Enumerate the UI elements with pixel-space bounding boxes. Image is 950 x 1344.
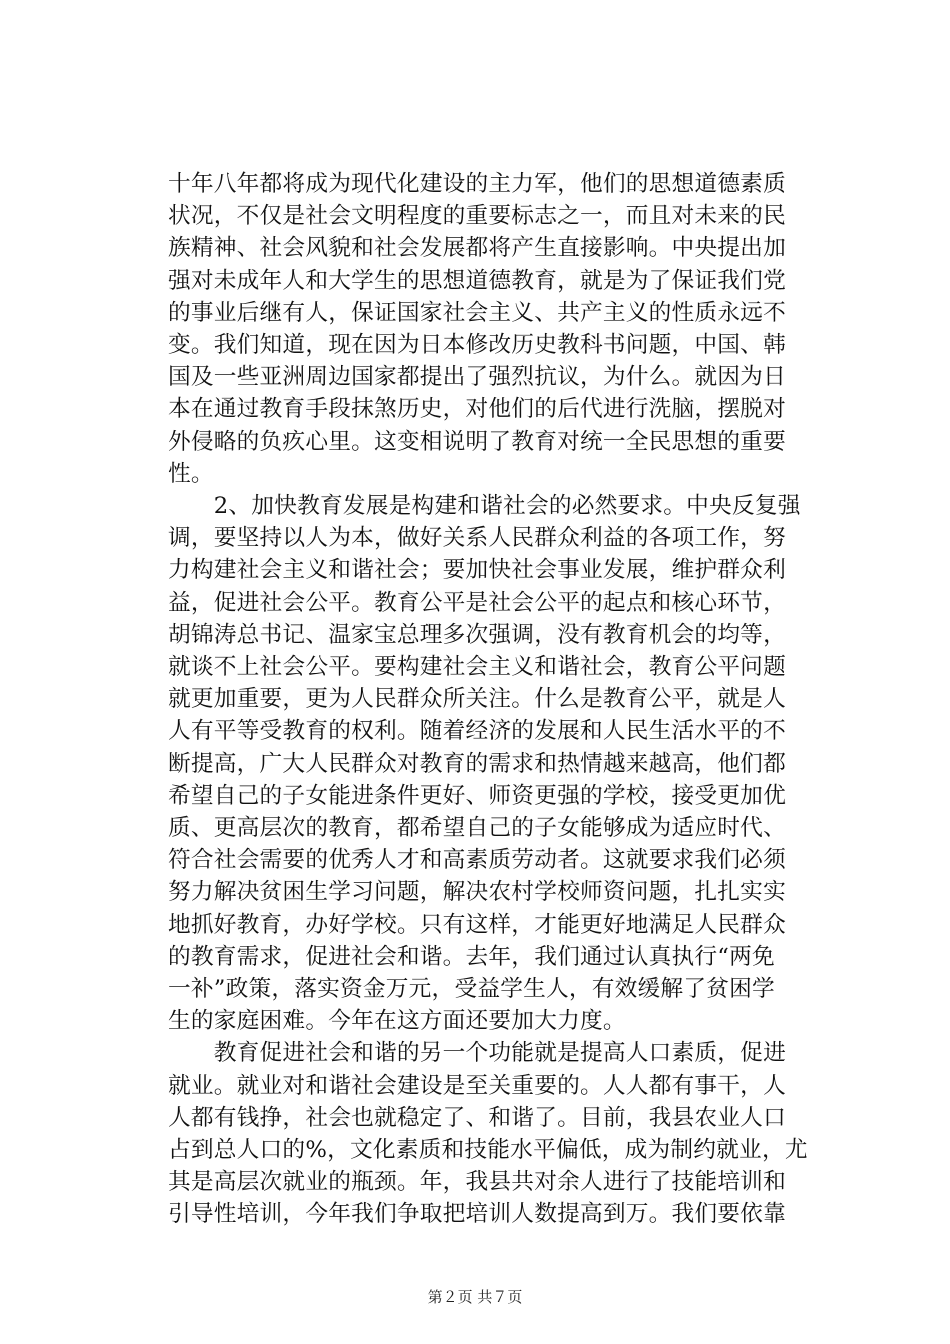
text-line: 调，要坚持以人为本，做好关系人民群众利益的各项工作，努 bbox=[168, 525, 786, 552]
page-footer: 第２页 共７页 bbox=[427, 1288, 523, 1306]
text-line: 质、更高层次的教育，都希望自己的子女能够成为适应时代、 bbox=[168, 815, 786, 841]
text-line: 强对未成年人和大学生的思想道德教育，就是为了保证我们党 bbox=[168, 267, 786, 294]
text-line: 教育促进社会和谐的另一个功能就是提高人口素质，促进 bbox=[168, 1040, 786, 1067]
text-line: 就更加重要，更为人民群众所关注。什么是教育公平，就是人 bbox=[168, 686, 786, 713]
text-line: 符合社会需要的优秀人才和高素质劳动者。这就要求我们必须 bbox=[168, 847, 786, 874]
text-line: 性。 bbox=[168, 460, 214, 487]
text-line: 就谈不上社会公平。要构建社会主义和谐社会，教育公平问题 bbox=[168, 654, 786, 680]
text-line: 益，促进社会公平。教育公平是社会公平的起点和核心环节， bbox=[168, 589, 786, 616]
text-line: 地抓好教育，办好学校。只有这样，才能更好地满足人民群众 bbox=[168, 911, 786, 938]
text-line: 其是高层次就业的瓶颈。年，我县共对余人进行了技能培训和 bbox=[168, 1169, 786, 1196]
text-line: 2、加快教育发展是构建和谐社会的必然要求。中央反复强 bbox=[168, 493, 801, 519]
text-line: 人都有钱挣，社会也就稳定了、和谐了。目前，我县农业人口 bbox=[168, 1104, 786, 1131]
text-line: 希望自己的子女能进条件更好、师资更强的学校，接受更加优 bbox=[168, 782, 786, 809]
text-line: 引导性培训，今年我们争取把培训人数提高到万。我们要依靠 bbox=[168, 1201, 786, 1228]
text-line: 的教育需求，促进社会和谐。去年，我们通过认真执行“两免 bbox=[168, 943, 775, 970]
text-line: 胡锦涛总书记、温家宝总理多次强调，没有教育机会的均等， bbox=[168, 621, 786, 648]
text-line: 本在通过教育手段抹煞历史，对他们的后代进行洗脑，摆脱对 bbox=[168, 396, 786, 423]
text-line: 状况，不仅是社会文明程度的重要标志之一，而且对未来的民 bbox=[168, 203, 786, 230]
text-line: 努力解决贫困生学习问题，解决农村学校师资问题，扎扎实实 bbox=[168, 879, 786, 906]
text-line: 力构建社会主义和谐社会；要加快社会事业发展，维护群众利 bbox=[168, 557, 786, 584]
text-line: 一补”政策，落实资金万元，受益学生人，有效缓解了贫困学 bbox=[168, 976, 775, 1002]
text-line: 变。我们知道，现在因为日本修改历史教科书问题，中国、韩 bbox=[168, 332, 786, 358]
text-line: 生的家庭困难。今年在这方面还要加大力度。 bbox=[168, 1008, 626, 1035]
text-line: 占到总人口的%，文化素质和技能水平偏低，成为制约就业，尤 bbox=[168, 1137, 808, 1163]
text-line: 族精神、社会风貌和社会发展都将产生直接影响。中央提出加 bbox=[168, 235, 786, 262]
text-line: 十年八年都将成为现代化建设的主力军，他们的思想道德素质 bbox=[168, 171, 786, 197]
text-line: 断提高，广大人民群众对教育的需求和热情越来越高，他们都 bbox=[168, 750, 786, 777]
text-line: 就业。就业对和谐社会建设是至关重要的。人人都有事干，人 bbox=[168, 1072, 786, 1099]
text-line: 的事业后继有人，保证国家社会主义、共产主义的性质永远不 bbox=[168, 299, 786, 326]
text-line: 人有平等受教育的权利。随着经济的发展和人民生活水平的不 bbox=[168, 718, 786, 745]
text-line: 外侵略的负疚心里。这变相说明了教育对统一全民思想的重要 bbox=[168, 428, 786, 455]
text-line: 国及一些亚洲周边国家都提出了强烈抗议，为什么。就因为日 bbox=[168, 364, 786, 391]
